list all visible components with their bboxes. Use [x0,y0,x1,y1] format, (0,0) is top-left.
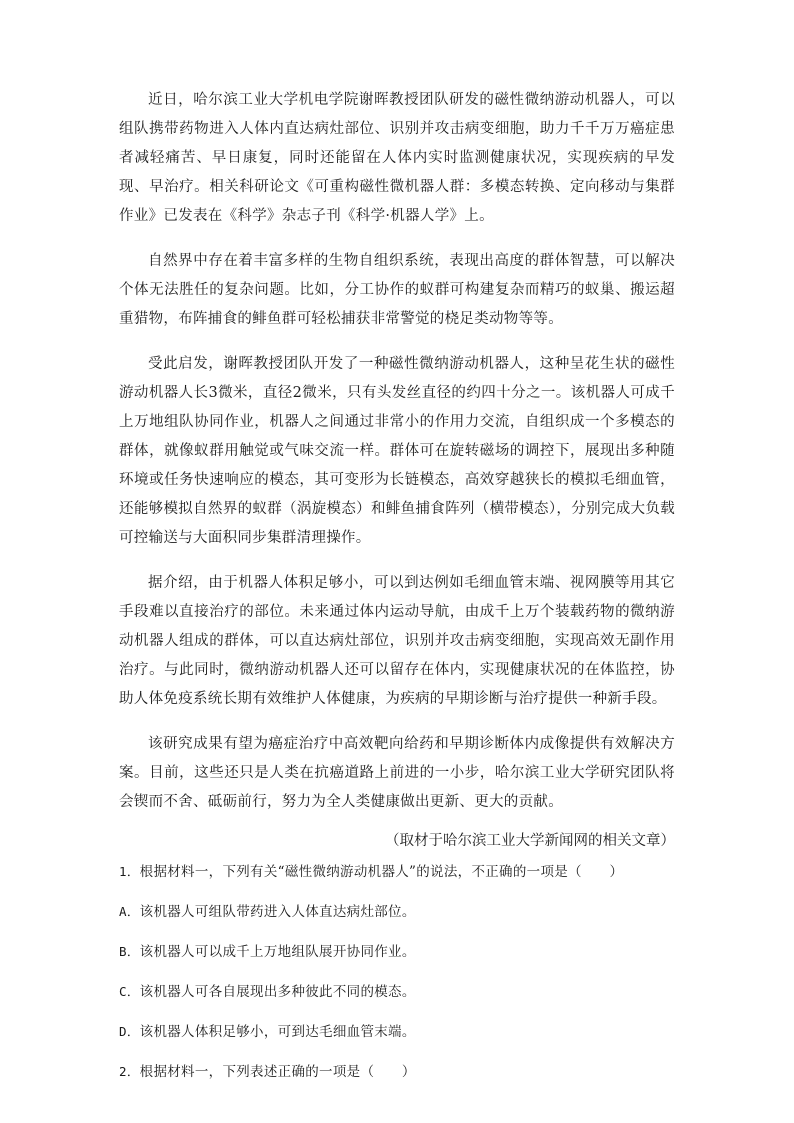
paragraph-1: 近日，哈尔滨工业大学机电学院谢晖教授团队研发的磁性微纳游动机器人，可以组队携带药物进入人体内直达病灶部位、识别并攻击病变细胞，助力千千万万癌症患者减轻痛苦、早日康复，同时还能留在人体内实时监测健康状况，实现疾病的早发现、早治疗。相关科研论文《可重构磁性微机器人群：多模态转换、定向移动与集群作业》已发表在《科学》杂志子刊《科学·机器人学》上。 [119,92,675,224]
paragraph-3: 受此启发，谢晖教授团队开发了一种磁性微纳游动机器人，这种呈花生状的磁性游动机器人长3微米，直径2微米，只有头发丝直径的约四十分之一。该机器人可成千上万地组队协同作业，机器人之间通过非常小的作用力交流，自组织成一个多模态的群体，就像蚁群用触觉或气味交流一样。群体可在旋转磁场的调控下，展现出多种随环境或任务快速响应的模态，其可变形为长链模态，高效穿越狭长的模拟毛细血管，还能够模拟自然界的蚁群（涡旋模态）和鲱鱼捕食阵列（横带模态），分别完成大负载可控输送与大面积同步集群清理操作。 [119,356,675,546]
question-number: 2． [119,1064,140,1079]
question-text: 根据材料一，下列有关“磁性微纳游动机器人”的说法，不正确的一项是（ ） [139,864,624,880]
option-d[interactable] [119,1022,675,1042]
paragraph-5: 该研究成果有望为癌症治疗中高效靶向给药和早期诊断体内成像提供有效解决方案。目前，这些还只是人类在抗癌道路上前进的一小步，哈尔滨工业大学研究团队将会锲而不舍、砥砺前行，努力为全人类健康做出更新、更大的贡献。 [119,736,675,810]
option-a[interactable] [119,902,675,922]
option-b[interactable] [119,942,675,962]
question-number: 1． [119,864,140,879]
option-c[interactable] [119,982,675,1002]
paragraph-2: 自然界中存在着丰富多样的生物自组织系统，表现出高度的群体智慧，可以解决个体无法胜任的复杂问题。比如，分工协作的蚁群可构建复杂而精巧的蚁巢、搬运超重猎物，布阵捕食的鲱鱼群可轻松捕获非常警觉的桡足类动物等等。 [119,253,675,327]
paragraph-4: 据介绍，由于机器人体积足够小，可以到达例如毛细血管末端、视网膜等用其它手段难以直接治疗的部位。未来通过体内运动导航，由成千上万个装载药物的微纳游动机器人组成的群体，可以直达病灶部位，识别并攻击病变细胞，实现高效无副作用治疗。与此同时，微纳游动机器人还可以留存在体内，实现健康状况的在体监控，协助人体免疫系统长期有效维护人体健康，为疾病的早期诊断与治疗提供一种新手段。 [119,575,675,707]
option-letter: D． [119,1024,140,1039]
option-letter: A． [119,904,140,919]
option-text: 该机器人可组队带药进入人体直达病灶部位。 [139,904,416,920]
document-page [119,86,675,1102]
question-text: 根据材料一，下列表述正确的一项是（ ） [139,1064,416,1080]
option-text: 该机器人可各自展现出多种彼此不同的模态。 [139,984,416,1000]
source-citation: （取材于哈尔滨工业大学新闻网的相关文章） [385,833,675,849]
question-1 [119,862,675,882]
option-letter: B． [119,944,140,959]
question-2 [119,1062,675,1082]
option-text: 该机器人可以成千上万地组队展开协同作业。 [139,944,416,960]
option-letter: C． [119,984,140,999]
option-text: 该机器人体积足够小，可到达毛细血管末端。 [139,1024,416,1040]
